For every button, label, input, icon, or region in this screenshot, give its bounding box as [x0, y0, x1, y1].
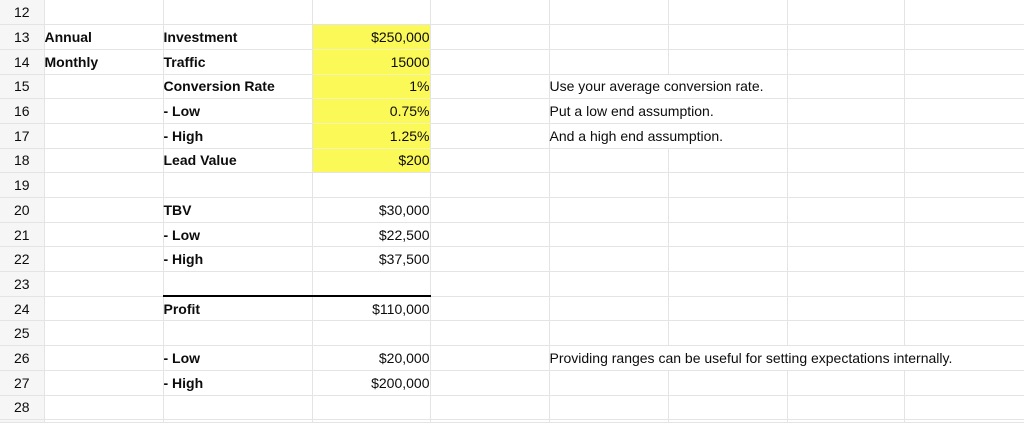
cell-G23[interactable] [787, 272, 904, 297]
cell-F28[interactable] [668, 395, 787, 420]
cell-G17[interactable] [787, 123, 904, 148]
cell-F23[interactable] [668, 272, 787, 297]
row-header-17[interactable]: 17 [0, 123, 44, 148]
row-header-19[interactable]: 19 [0, 173, 44, 198]
cell-A19[interactable] [44, 173, 163, 198]
cell-D13[interactable] [430, 25, 549, 50]
cell-G24[interactable] [787, 296, 904, 321]
cell-C18[interactable]: $200 [312, 148, 430, 173]
cell-F18[interactable] [668, 148, 787, 173]
cell-partial[interactable] [163, 420, 312, 423]
sheet-row-22 [0, 247, 1024, 272]
cell-partial[interactable] [44, 420, 163, 423]
cell-D15[interactable] [430, 74, 549, 99]
row-header-25[interactable]: 25 [0, 321, 44, 346]
cell-G22[interactable] [787, 247, 904, 272]
row-header-18[interactable]: 18 [0, 148, 44, 173]
cell-D21[interactable] [430, 222, 549, 247]
cell-H21[interactable] [904, 222, 1024, 247]
cell-E20[interactable] [549, 198, 668, 223]
cell-D17[interactable] [430, 123, 549, 148]
cell-A25[interactable] [44, 321, 163, 346]
sheet-row-14 [0, 49, 1024, 74]
cell-B13[interactable]: Investment [163, 25, 312, 50]
cell-B20[interactable]: TBV [163, 198, 312, 223]
cell-D25[interactable] [430, 321, 549, 346]
cell-B28[interactable] [163, 395, 312, 420]
cell-H19[interactable] [904, 173, 1024, 198]
cell-C19[interactable] [312, 173, 430, 198]
cell-B17[interactable]: - High [163, 123, 312, 148]
cell-E26[interactable]: Providing ranges can be useful for setting expectations internally. [549, 346, 1024, 371]
cell-G16[interactable] [787, 99, 904, 124]
sheet-row-16 [0, 99, 1024, 124]
cell-D27[interactable] [430, 370, 549, 395]
cell-E12[interactable] [549, 0, 668, 25]
cell-B27[interactable]: - High [163, 370, 312, 395]
cell-A20[interactable] [44, 198, 163, 223]
cell-H20[interactable] [904, 198, 1024, 223]
row-header-14[interactable]: 14 [0, 49, 44, 74]
sheet-row-25 [0, 321, 1024, 346]
cell-H17[interactable] [904, 123, 1024, 148]
row-header-21[interactable]: 21 [0, 222, 44, 247]
sheet-row-20 [0, 198, 1024, 223]
cell-D18[interactable] [430, 148, 549, 173]
cell-D19[interactable] [430, 173, 549, 198]
cell-A16[interactable] [44, 99, 163, 124]
cell-G25[interactable] [787, 321, 904, 346]
cell-E14[interactable] [549, 49, 668, 74]
sheet-row-15 [0, 74, 1024, 99]
cell-H27[interactable] [904, 370, 1024, 395]
sheet-row-12 [0, 0, 1024, 25]
sheet-row-26 [0, 346, 1024, 371]
cell-D22[interactable] [430, 247, 549, 272]
cell-C26[interactable]: $20,000 [312, 346, 430, 371]
cell-A12[interactable] [44, 0, 163, 25]
cell-D20[interactable] [430, 198, 549, 223]
row-header-24[interactable]: 24 [0, 296, 44, 321]
cell-B15[interactable]: Conversion Rate [163, 74, 312, 99]
cell-C12[interactable] [312, 0, 430, 25]
cell-C24[interactable]: $110,000 [312, 296, 430, 321]
row-header-22[interactable]: 22 [0, 247, 44, 272]
cell-B16[interactable]: - Low [163, 99, 312, 124]
cell-G14[interactable] [787, 49, 904, 74]
cell-partial[interactable] [430, 420, 549, 423]
cell-H24[interactable] [904, 296, 1024, 321]
cell-C15[interactable]: 1% [312, 74, 430, 99]
cell-F24[interactable] [668, 296, 787, 321]
cell-A17[interactable] [44, 123, 163, 148]
cell-D23[interactable] [430, 272, 549, 297]
cell-A23[interactable] [44, 272, 163, 297]
row-header-29-partial[interactable] [0, 420, 44, 423]
row-header-28[interactable]: 28 [0, 395, 44, 420]
cell-D26[interactable] [430, 346, 549, 371]
cell-F25[interactable] [668, 321, 787, 346]
cell-F27[interactable] [668, 370, 787, 395]
cell-B26[interactable]: - Low [163, 346, 312, 371]
cell-F19[interactable] [668, 173, 787, 198]
cell-H12[interactable] [904, 0, 1024, 25]
cell-B24[interactable]: Profit [163, 296, 312, 321]
cell-E18[interactable] [549, 148, 668, 173]
cell-G19[interactable] [787, 173, 904, 198]
cell-B12[interactable] [163, 0, 312, 25]
cell-B18[interactable]: Lead Value [163, 148, 312, 173]
cell-A26[interactable] [44, 346, 163, 371]
cell-A18[interactable] [44, 148, 163, 173]
sheet-row-23 [0, 272, 1024, 297]
cell-F22[interactable] [668, 247, 787, 272]
cell-D12[interactable] [430, 0, 549, 25]
cell-F12[interactable] [668, 0, 787, 25]
cell-A13[interactable]: Annual [44, 25, 163, 50]
row-header-12[interactable]: 12 [0, 0, 44, 25]
cell-B21[interactable]: - Low [163, 222, 312, 247]
cell-G18[interactable] [787, 148, 904, 173]
cell-E17[interactable]: And a high end assumption. [549, 123, 787, 148]
cell-E23[interactable] [549, 272, 668, 297]
cell-C14[interactable]: 15000 [312, 49, 430, 74]
cell-C23[interactable] [312, 272, 430, 297]
cell-A28[interactable] [44, 395, 163, 420]
cell-H18[interactable] [904, 148, 1024, 173]
cell-A14[interactable]: Monthly [44, 49, 163, 74]
cell-C22[interactable]: $37,500 [312, 247, 430, 272]
cell-E13[interactable] [549, 25, 668, 50]
sheet-row-28 [0, 395, 1024, 420]
cell-partial[interactable] [312, 420, 430, 423]
cell-D16[interactable] [430, 99, 549, 124]
cell-partial[interactable] [549, 420, 668, 423]
cell-B14[interactable]: Traffic [163, 49, 312, 74]
sheet-row-19 [0, 173, 1024, 198]
cell-C17[interactable]: 1.25% [312, 123, 430, 148]
cell-E28[interactable] [549, 395, 668, 420]
cell-A27[interactable] [44, 370, 163, 395]
cell-E21[interactable] [549, 222, 668, 247]
row-header-23[interactable]: 23 [0, 272, 44, 297]
cell-E19[interactable] [549, 173, 668, 198]
cell-F21[interactable] [668, 222, 787, 247]
row-header-15[interactable]: 15 [0, 74, 44, 99]
cell-E16[interactable]: Put a low end assumption. [549, 99, 787, 124]
cell-B19[interactable] [163, 173, 312, 198]
cell-G28[interactable] [787, 395, 904, 420]
cell-D28[interactable] [430, 395, 549, 420]
cell-C13[interactable]: $250,000 [312, 25, 430, 50]
sheet-row-18 [0, 148, 1024, 173]
cell-D14[interactable] [430, 49, 549, 74]
row-header-13[interactable]: 13 [0, 25, 44, 50]
cell-C25[interactable] [312, 321, 430, 346]
cell-H15[interactable] [904, 74, 1024, 99]
cell-B25[interactable] [163, 321, 312, 346]
cell-E27[interactable] [549, 370, 668, 395]
cell-A24[interactable] [44, 296, 163, 321]
cell-G12[interactable] [787, 0, 904, 25]
cell-G20[interactable] [787, 198, 904, 223]
cell-G27[interactable] [787, 370, 904, 395]
cell-H22[interactable] [904, 247, 1024, 272]
sheet-row-13 [0, 25, 1024, 50]
cell-E15[interactable]: Use your average conversion rate. [549, 74, 787, 99]
row-header-27[interactable]: 27 [0, 370, 44, 395]
cell-B22[interactable]: - High [163, 247, 312, 272]
cell-G15[interactable] [787, 74, 904, 99]
cell-C16[interactable]: 0.75% [312, 99, 430, 124]
sheet-row-29-partial [0, 420, 1024, 423]
cell-E22[interactable] [549, 247, 668, 272]
sheet-row-17 [0, 123, 1024, 148]
cell-partial[interactable] [904, 420, 1024, 423]
cell-H25[interactable] [904, 321, 1024, 346]
cell-G21[interactable] [787, 222, 904, 247]
cell-H23[interactable] [904, 272, 1024, 297]
row-header-26[interactable]: 26 [0, 346, 44, 371]
cell-B23[interactable] [163, 272, 312, 297]
cell-H13[interactable] [904, 25, 1024, 50]
row-header-20[interactable]: 20 [0, 198, 44, 223]
row-header-16[interactable]: 16 [0, 99, 44, 124]
cell-F20[interactable] [668, 198, 787, 223]
cell-D24[interactable] [430, 296, 549, 321]
cell-A22[interactable] [44, 247, 163, 272]
cell-G13[interactable] [787, 25, 904, 50]
sheet-row-24 [0, 296, 1024, 321]
cell-H16[interactable] [904, 99, 1024, 124]
cell-partial[interactable] [668, 420, 787, 423]
cell-H14[interactable] [904, 49, 1024, 74]
cell-C20[interactable]: $30,000 [312, 198, 430, 223]
cell-F14[interactable] [668, 49, 787, 74]
cell-partial[interactable] [787, 420, 904, 423]
cell-C27[interactable]: $200,000 [312, 370, 430, 395]
sheet-row-21 [0, 222, 1024, 247]
cell-F13[interactable] [668, 25, 787, 50]
cell-C21[interactable]: $22,500 [312, 222, 430, 247]
cell-E25[interactable] [549, 321, 668, 346]
cell-A21[interactable] [44, 222, 163, 247]
sheet-row-27 [0, 370, 1024, 395]
cell-C28[interactable] [312, 395, 430, 420]
cell-H28[interactable] [904, 395, 1024, 420]
cell-E24[interactable] [549, 296, 668, 321]
cell-A15[interactable] [44, 74, 163, 99]
